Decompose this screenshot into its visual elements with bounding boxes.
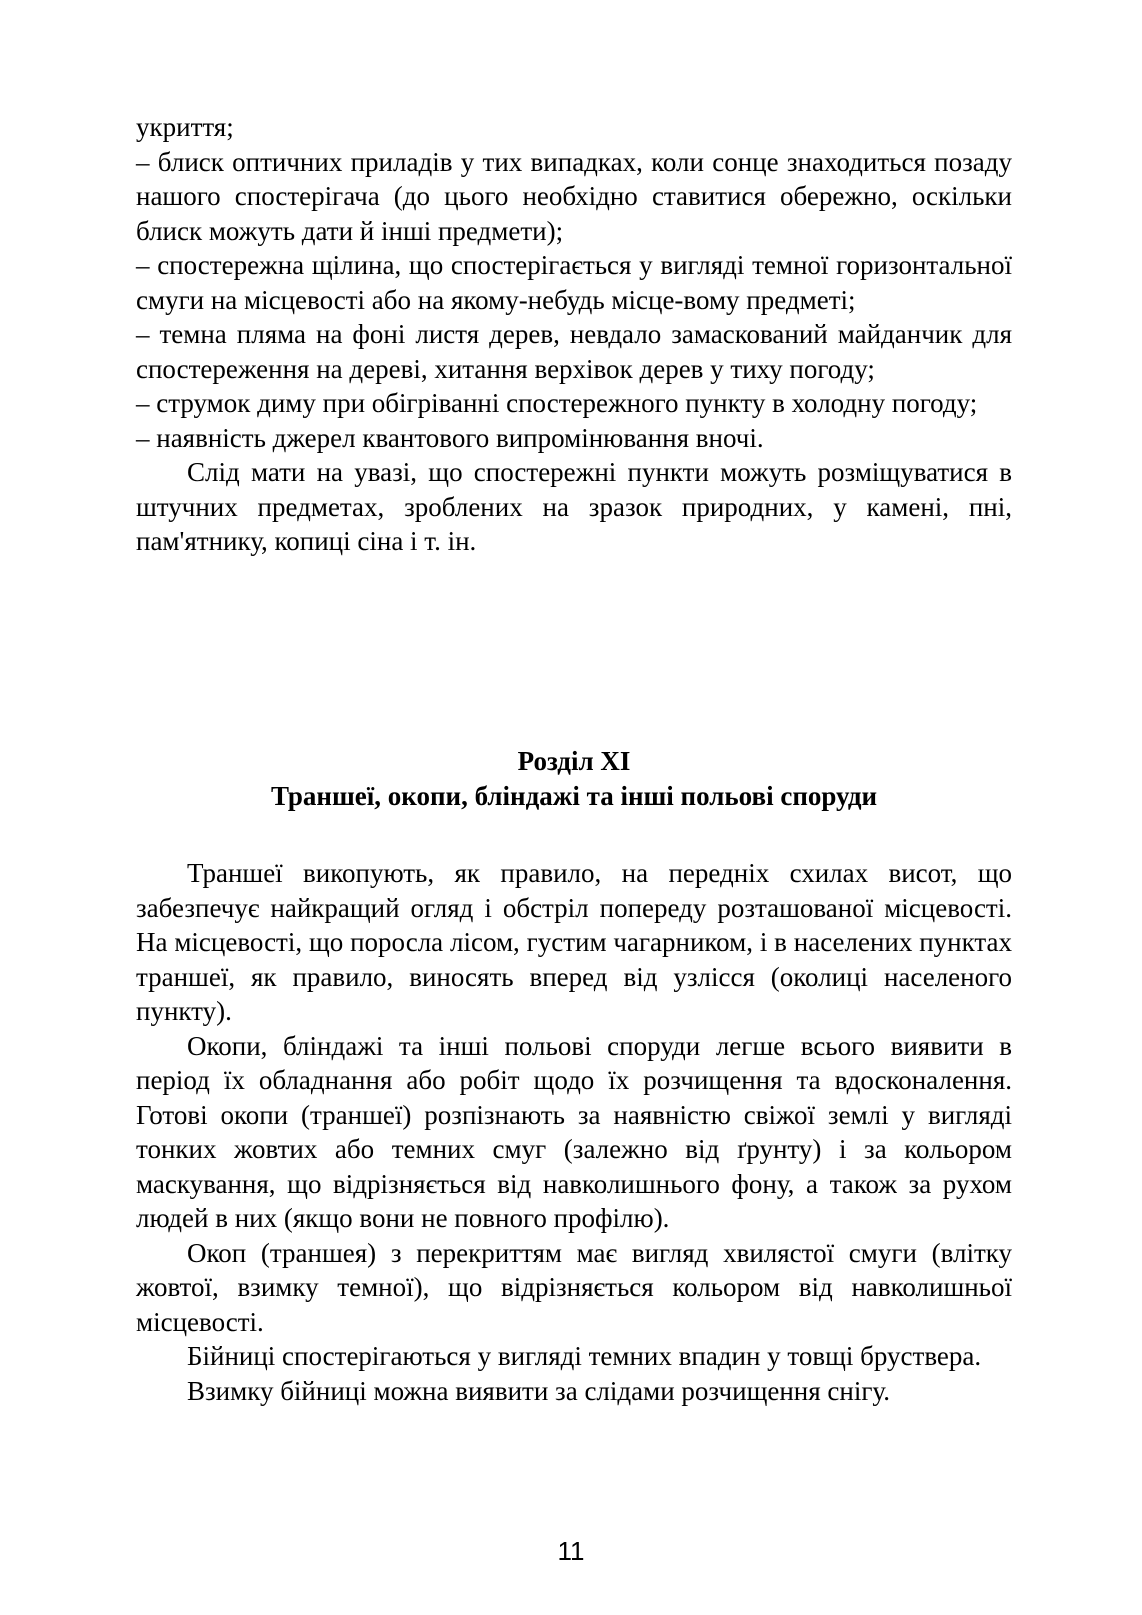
list-item: – блиск оптичних приладів у тих випадках, коли сонце знаходиться позаду нашого спостерігача (до цього необхідно ставитися обережно, оскільки блиск можуть дати й інші предмети); [136,146,1012,246]
section-heading [136,744,1012,814]
body-paragraph: Траншеї викопують, як правило, на передніх схилах висот, що забезпечує найкращий огляд і обстріл попереду розташованої місцевості. На місцевості, що поросла лісом, густим чагарником, і в населених пунктах траншеї, як правило, виносять вперед від узлісся (околиці населеного пункту). [136,858,1012,1026]
continuation-line: укриття; [136,112,234,142]
observation-signs-list [136,110,1012,559]
body-paragraph: Бійниці спостерігаються у вигляді темних впадин у товщі бруствера. [187,1341,982,1371]
body-paragraph: Взимку бійниці можна виявити за слідами розчищення снігу. [187,1375,890,1406]
body-paragraph: Окоп (траншея) з перекриттям має вигляд хвилястої смуги (влітку жовтої, взимку темної), що відрізняється кольором від навколишньої місцевості. [136,1237,1012,1337]
closing-paragraph: Слід мати на увазі, що спостережні пункти можуть розміщуватися в штучних предметах, зроблених на зразок природних, у камені, пні, пам'ятнику, копиці сіна і т. ін. [136,457,1012,556]
section-number: Розділ XI [517,746,631,776]
list-item: – темна пляма на фоні листя дерев, невдало замаскований майданчик для спостереження на дереві, хитання верхівок дерев у тиху погоду; [136,319,1012,384]
list-item: – спостережна щілина, що спостерігається у вигляді темної горизонтальної смуги на місцевості або на якому-небудь місце-вому предметі; [136,250,1012,315]
page-number: 11 [557,1536,585,1566]
section-title: Траншеї, окопи, бліндажі та інші польові споруди [270,781,878,811]
body-paragraph: Окопи, бліндажі та інші польові споруди легше всього виявити в період їх обладнання або робіт щодо їх розчищення та вдосконалення. Готові окопи (траншеї) розпізнають за наявністю свіжої землі у вигляді тонких жовтих або темних смуг (залежно від ґрунту) і за кольором маскування, що відрізняється від навколишнього фону, а також за рухом людей в них (якщо вони не повного профілю). [136,1030,1012,1233]
section-body [136,856,1012,1408]
list-item: – наявність джерел квантового випромінювання вночі. [136,422,764,453]
list-item: – струмок диму при обігріванні спостережного пункту в холодну погоду; [136,388,978,418]
